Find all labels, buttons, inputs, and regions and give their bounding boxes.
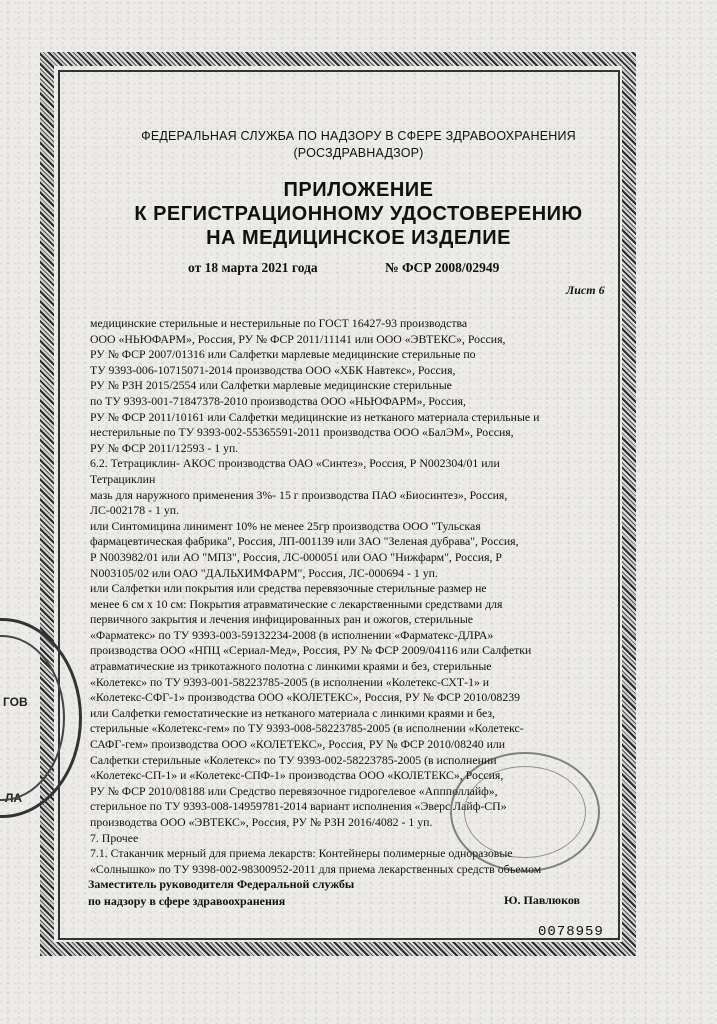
body-line: атравматические из трикотажного полотна с линкими краями и без, стерильные: [90, 659, 492, 674]
body-line: САФГ-гем» производства ООО «КОЛЕТЕКС», Россия, РУ № ФСР 2010/08240 или: [90, 737, 506, 752]
body-line: Тетрациклин: [90, 471, 156, 486]
body-line: ТУ 9393-006-10715071-2014 производства ООО «ХБК Навтекс», Россия,: [90, 362, 456, 377]
seal-text-1: ГОВ: [3, 695, 28, 709]
body-line: или Салфетки гемостатические из нетканого материала с линкими краями и без,: [90, 705, 495, 720]
body-line: стерильные «Колетекс-гем» по ТУ 9393-008-58223785-2005 (в исполнении «Колетекс-: [90, 721, 524, 736]
body-line: производства ООО «НПЦ «Сериал-Мед», Россия, РУ № ФСР 2009/04116 или Салфетки: [90, 643, 532, 658]
document-title: [0, 178, 717, 250]
body-line: N003105/02 или ОАО "ДАЛЬХИМФАРМ", Россия, ЛС-000694 - 1 уп.: [90, 565, 438, 580]
body-line: ООО «НЬЮФАРМ», Россия, РУ № ФСР 2011/11141 или ООО «ЭВТЕКС», Россия,: [90, 331, 506, 346]
agency-name: ФЕДЕРАЛЬНАЯ СЛУЖБА ПО НАДЗОРУ В СФЕРЕ ЗДРАВООХРАНЕНИЯ: [141, 129, 576, 143]
signatory-name: Ю. Павлюков: [504, 893, 581, 907]
seal-text-2: ЛА: [5, 791, 23, 805]
registration-number: № ФСР 2008/02949: [385, 260, 500, 275]
body-line: «Колетекс» по ТУ 9393-001-58223785-2005 (в исполнении «Колетекс-СХТ-1» и: [90, 674, 490, 689]
body-line: «Фарматекс» по ТУ 9393-003-59132234-2008 (в исполнении «Фарматекс-ДЛРА»: [90, 627, 494, 642]
body-line: медицинские стерильные и нестерильные по ГОСТ 16427-93 производства: [90, 316, 468, 330]
body-line: РУ № ФСР 2011/10161 или Салфетки медицинские из нетканого материала стерильные и: [90, 409, 540, 424]
form-serial-number: 0078959: [538, 924, 604, 940]
agency-abbrev: (РОСЗДРАВНАДЗОР): [293, 146, 424, 160]
body-line: или Синтомицина линимент 10% не менее 25гр производства ООО "Тульская: [90, 518, 481, 533]
body-line: или Салфетки или покрытия или средства перевязочные стерильные размер не: [90, 581, 487, 596]
issue-date: от 18 марта 2021 года: [188, 260, 318, 275]
body-line: 6.2. Тетрациклин- АКОС производства ОАО «Синтез», Россия, Р N002304/01 или: [90, 456, 500, 471]
title-line-2: К РЕГИСТРАЦИОННОМУ УДОСТОВЕРЕНИЮ: [134, 203, 583, 225]
body-line: по ТУ 9393-001-71847378-2010 производства ООО «НЬЮФАРМ», Россия,: [90, 393, 466, 408]
signatory-title-line-2: по надзору в сфере здравоохранения: [88, 894, 286, 908]
title-line-3: НА МЕДИЦИНСКОЕ ИЗДЕЛИЕ: [206, 227, 511, 249]
body-line: «Колетекс-СП-1» и «Колетекс-СПФ-1» производства ООО «КОЛЕТЕКС», Россия,: [90, 768, 504, 783]
body-line: РУ № РЗН 2015/2554 или Салфетки марлевые медицинские стерильные: [90, 378, 452, 393]
body-line: производства ООО «ЭВТЕКС», Россия, РУ № РЗН 2016/4082 - 1 уп.: [90, 815, 433, 829]
body-line: стерильное по ТУ 9393-008-14959781-2014 вариант исполнения «Эверс Лайф-СП»: [90, 799, 507, 814]
body-line: РУ № ФСР 2011/12593 - 1 уп.: [90, 440, 239, 455]
body-line: 7. Прочее: [90, 830, 139, 845]
body-line: фармацевтическая фабрика", Россия, ЛП-001139 или ЗАО "Зеленая дубрава", Россия,: [90, 534, 519, 549]
signatory-title-line-1: Заместитель руководителя Федеральной службы: [88, 877, 355, 891]
body-line: Салфетки стерильные «Колетекс» по ТУ 9393-002-58223785-2005 (в исполнении: [90, 752, 497, 767]
sheet-number: Лист 6: [566, 283, 605, 297]
body-line: 7.1. Стаканчик мерный для приема лекарств: Контейнеры полимерные одноразовые: [90, 846, 513, 861]
body-line: менее 6 см х 10 см: Покрытия атравматические с лекарственными средствами для: [90, 596, 503, 611]
body-line: первичного закрытия и лечения инфицированных ран и ожогов, стерильные: [90, 612, 473, 627]
body-line: мазь для наружного применения 3%- 15 г производства ПАО «Биосинтез», Россия,: [90, 487, 508, 502]
body-line: РУ № ФСР 2010/08188 или Средство перевязочное гидрогелевое «Аппполлайф»,: [90, 783, 498, 798]
body-line: РУ № ФСР 2007/01316 или Салфетки марлевые медицинские стерильные по: [90, 347, 476, 362]
body-line: «Колетекс-СФГ-1» производства ООО «КОЛЕТЕКС», Россия, РУ № ФСР 2010/08239: [90, 690, 521, 705]
body-line: Р N003982/01 или АО "МПЗ", Россия, ЛС-000051 или ОАО "Нижфарм", Россия, Р: [90, 549, 502, 564]
body-line: нестерильные по ТУ 9393-002-55365591-2011 производства ООО «БалЭМ», Россия,: [90, 425, 514, 440]
body-line: «Солнышко» по ТУ 9398-002-98300952-2011 для приема лекарственных средств объемом: [90, 861, 542, 876]
round-stamp-right: [450, 752, 600, 872]
agency-header: [0, 128, 717, 162]
title-line-1: ПРИЛОЖЕНИЕ: [283, 179, 434, 201]
body-line: ЛС-002178 - 1 уп.: [90, 503, 180, 518]
